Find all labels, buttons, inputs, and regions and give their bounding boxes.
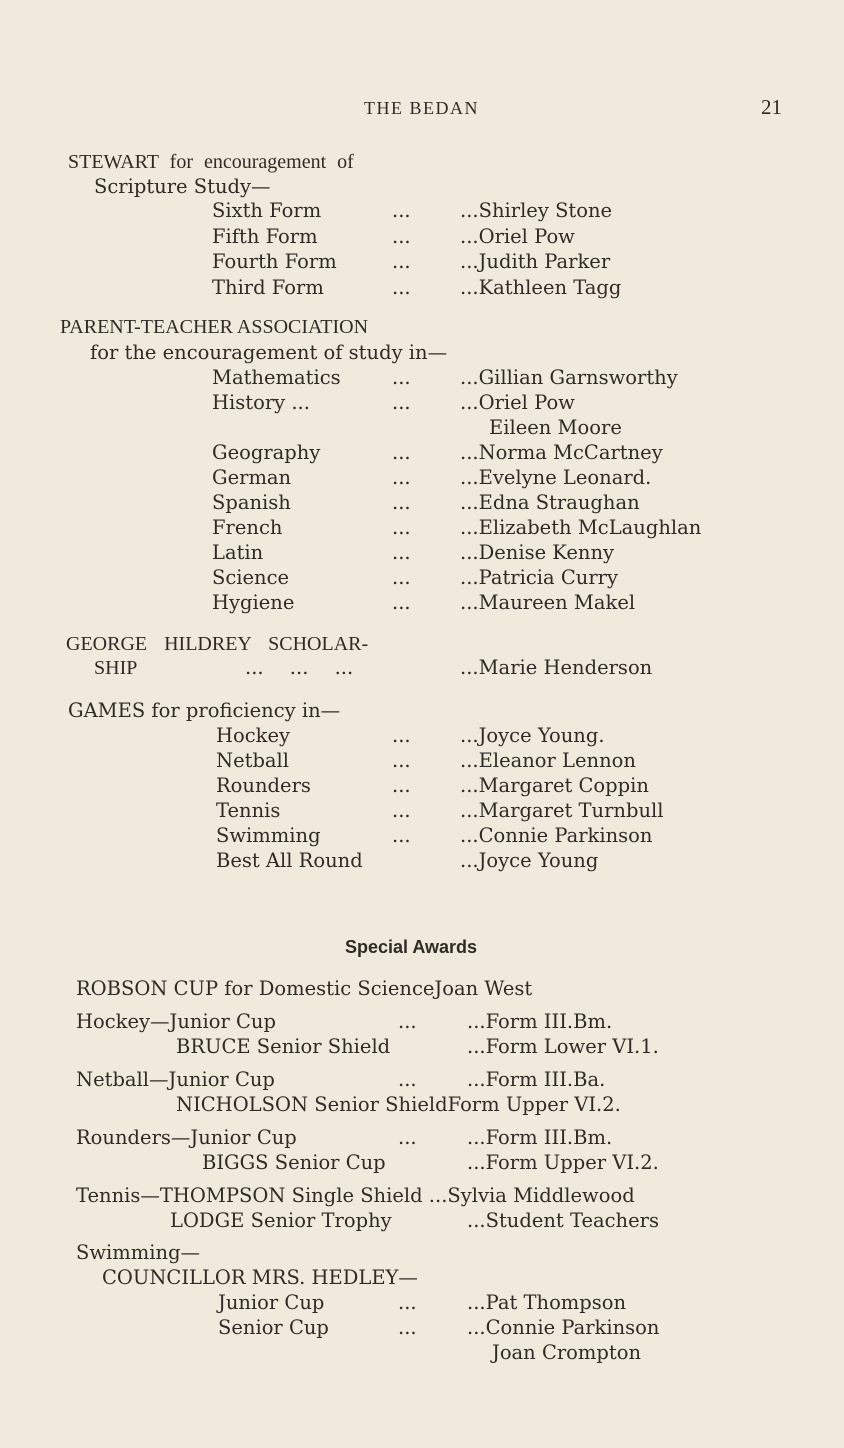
list-item-name: ...Elizabeth McLaughlan bbox=[460, 516, 702, 539]
award-value: ...Form III.Bm. bbox=[467, 1126, 613, 1149]
list-item-label: Geography bbox=[212, 441, 321, 464]
running-header: THE BEDAN bbox=[364, 98, 479, 118]
list-item-name: ...Gillian Garnsworthy bbox=[460, 366, 678, 389]
hildrey-heading-cont: SHIP bbox=[94, 657, 138, 679]
list-item-label: History ... bbox=[212, 391, 310, 414]
award-label: Hockey—Junior Cup bbox=[76, 1010, 276, 1033]
list-item-name: ...Joyce Young bbox=[460, 849, 599, 872]
list-item-name: ...Edna Straughan bbox=[460, 491, 640, 514]
list-item-label: Sixth Form bbox=[212, 199, 322, 222]
award-label: Netball—Junior Cup bbox=[76, 1068, 275, 1091]
list-item-name: ...Denise Kenny bbox=[460, 541, 615, 564]
list-item-name: ...Judith Parker bbox=[460, 250, 611, 273]
list-item-name: ...Oriel Pow bbox=[460, 225, 575, 248]
leader-dots: ... bbox=[392, 466, 411, 489]
list-item-name: ...Shirley Stone bbox=[460, 199, 613, 222]
stewart-subheading: Scripture Study— bbox=[94, 175, 271, 198]
leader-dots: ... bbox=[392, 225, 411, 248]
leader-dots: ... bbox=[392, 566, 411, 589]
list-item-name: ...Margaret Turnbull bbox=[460, 799, 664, 822]
leader-dots: ... ... ... bbox=[245, 656, 354, 679]
leader-dots: ... bbox=[392, 774, 411, 797]
leader-dots: ... bbox=[392, 391, 411, 414]
list-item-label: Swimming bbox=[216, 824, 321, 847]
list-item-label: Spanish bbox=[212, 491, 291, 514]
award-label: LODGE Senior Trophy bbox=[170, 1209, 392, 1232]
list-item-name: ...Norma McCartney bbox=[460, 441, 663, 464]
stewart-heading: STEWART for encouragement of bbox=[68, 151, 354, 173]
leader-dots: ... bbox=[392, 749, 411, 772]
leader-dots: ... bbox=[392, 591, 411, 614]
list-item-name: ...Eleanor Lennon bbox=[460, 749, 636, 772]
leader-dots: ... bbox=[398, 1126, 417, 1149]
leader-dots: ... bbox=[398, 1316, 417, 1339]
list-item-label: French bbox=[212, 516, 283, 539]
list-item-label: Science bbox=[212, 566, 290, 589]
list-item-name: ...Joyce Young. bbox=[460, 724, 605, 747]
pta-subheading: for the encouragement of study in— bbox=[90, 341, 448, 364]
list-item-label: Netball bbox=[216, 749, 290, 772]
award-label: BIGGS Senior Cup bbox=[202, 1151, 386, 1174]
list-item-name: Eileen Moore bbox=[489, 416, 622, 439]
list-item-name: ...Marie Henderson bbox=[460, 656, 653, 679]
list-item-name: ...Margaret Coppin bbox=[460, 774, 649, 797]
list-item-label: Hygiene bbox=[212, 591, 295, 614]
leader-dots: ... bbox=[392, 799, 411, 822]
leader-dots: ... bbox=[398, 1291, 417, 1314]
list-item-label: Fourth Form bbox=[212, 250, 337, 273]
robson-cup-line: ROBSON CUP for Domestic ScienceJoan West bbox=[76, 977, 533, 1000]
list-item-name: ...Oriel Pow bbox=[460, 391, 575, 414]
award-value: ...Form III.Bm. bbox=[467, 1010, 613, 1033]
page-number: 21 bbox=[761, 95, 782, 119]
list-item-name: ...Maureen Makel bbox=[460, 591, 636, 614]
leader-dots: ... bbox=[392, 824, 411, 847]
pta-heading: PARENT-TEACHER ASSOCIATION bbox=[60, 316, 369, 338]
list-item-label: German bbox=[212, 466, 292, 489]
leader-dots: ... bbox=[398, 1068, 417, 1091]
leader-dots: ... bbox=[392, 250, 411, 273]
list-item-label: Third Form bbox=[212, 276, 324, 299]
leader-dots: ... bbox=[392, 366, 411, 389]
list-item-label: Best All Round bbox=[216, 849, 363, 872]
leader-dots: ... bbox=[392, 541, 411, 564]
swimming-heading: Swimming— bbox=[76, 1241, 201, 1264]
list-item-label: Latin bbox=[212, 541, 264, 564]
list-item-label: Fifth Form bbox=[212, 225, 318, 248]
leader-dots: ... bbox=[392, 199, 411, 222]
list-item-label: Mathematics bbox=[212, 366, 341, 389]
list-item-name: ...Evelyne Leonard. bbox=[460, 466, 652, 489]
leader-dots: ... bbox=[392, 516, 411, 539]
leader-dots: ... bbox=[392, 441, 411, 464]
award-line: NICHOLSON Senior ShieldForm Upper VI.2. bbox=[176, 1093, 621, 1116]
award-label: Rounders—Junior Cup bbox=[76, 1126, 297, 1149]
award-value: ...Pat Thompson bbox=[467, 1291, 627, 1314]
list-item-name: ...Connie Parkinson bbox=[460, 824, 653, 847]
leader-dots: ... bbox=[392, 276, 411, 299]
list-item-label: Hockey bbox=[216, 724, 291, 747]
award-value: ...Student Teachers bbox=[467, 1209, 659, 1232]
list-item-label: Tennis bbox=[216, 799, 281, 822]
award-value: ...Form Lower VI.1. bbox=[467, 1035, 659, 1058]
games-heading: GAMES for proficiency in— bbox=[68, 699, 341, 722]
award-value: ...Form III.Ba. bbox=[467, 1068, 606, 1091]
leader-dots: ... bbox=[392, 491, 411, 514]
list-item-name: ...Patricia Curry bbox=[460, 566, 618, 589]
hildrey-heading: GEORGE HILDREY SCHOLAR- bbox=[66, 633, 369, 655]
leader-dots: ... bbox=[398, 1010, 417, 1033]
award-label: BRUCE Senior Shield bbox=[176, 1035, 391, 1058]
list-item-label: Rounders bbox=[216, 774, 311, 797]
special-awards-heading: Special Awards bbox=[345, 937, 478, 957]
leader-dots: ... bbox=[392, 724, 411, 747]
award-value: ...Form Upper VI.2. bbox=[467, 1151, 659, 1174]
award-label: Junior Cup bbox=[218, 1291, 325, 1314]
councillor-heading: COUNCILLOR MRS. HEDLEY— bbox=[102, 1266, 418, 1289]
award-value: ...Connie Parkinson bbox=[467, 1316, 660, 1339]
award-line: Tennis—THOMPSON Single Shield ...Sylvia Middlewood bbox=[76, 1184, 635, 1207]
list-item-name: ...Kathleen Tagg bbox=[460, 276, 622, 299]
award-value: Joan Crompton bbox=[492, 1341, 642, 1364]
award-label: Senior Cup bbox=[218, 1316, 329, 1339]
